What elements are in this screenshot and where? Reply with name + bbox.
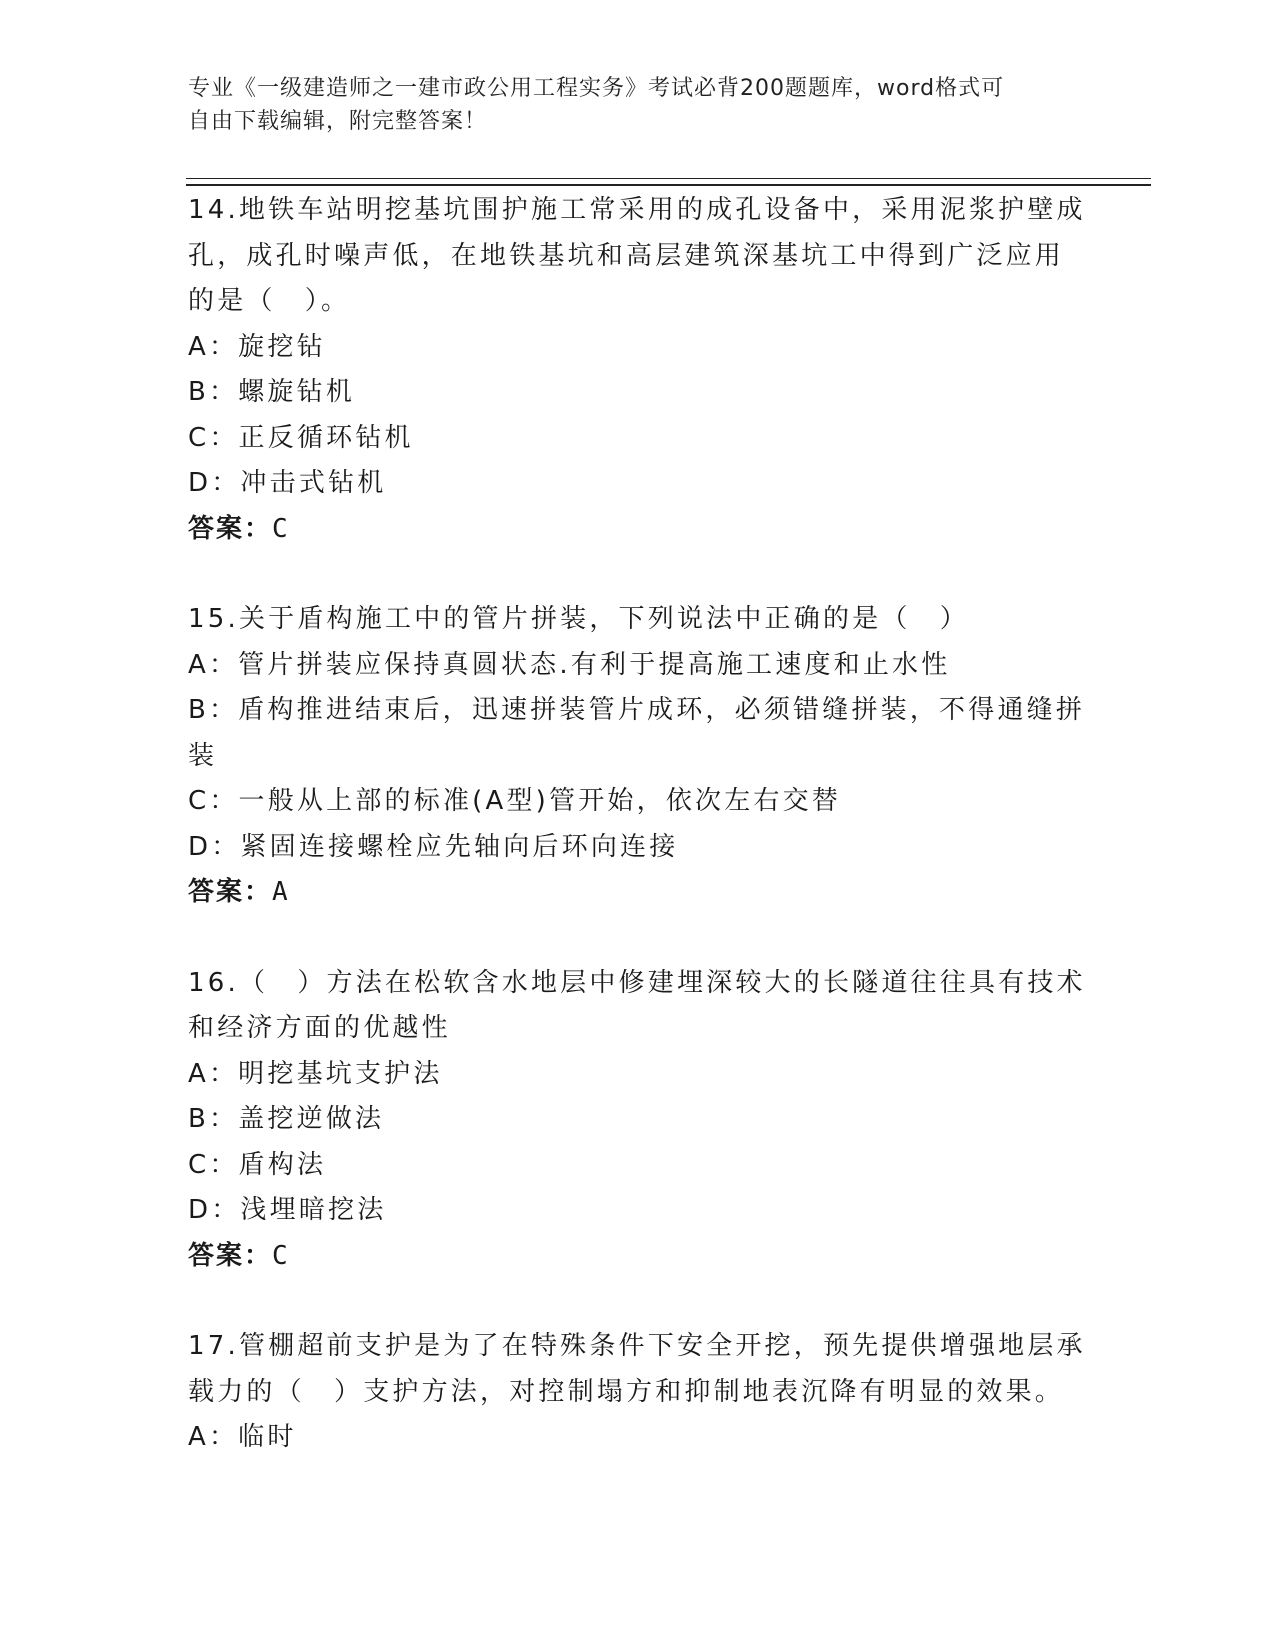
question-14 [188, 188, 1088, 552]
option-c: C：正反循环钻机 [188, 422, 414, 453]
question-stem: 17.管棚超前支护是为了在特殊条件下安全开挖，预先提供增强地层承载力的（ ）支护方法，对控制塌方和抑制地表沉降有明显的效果。 [188, 1331, 1086, 1407]
option-d: D：冲击式钻机 [188, 468, 387, 498]
question-stem: 15.关于盾构施工中的管片拼装，下列说法中正确的是（ ） [188, 604, 969, 634]
answer-line [188, 507, 1088, 553]
option-a: A：明挖基坑支护法 [188, 1058, 443, 1089]
answer-label: 答案： [188, 513, 273, 544]
answer-line [188, 870, 1088, 916]
option-d: D：紧固连接螺栓应先轴向后环向连接 [188, 831, 679, 862]
answer-value: C [272, 513, 290, 544]
option-b: B：螺旋钻机 [188, 377, 356, 407]
option-d: D：浅埋暗挖法 [188, 1195, 387, 1225]
question-16 [188, 961, 1088, 1280]
option-a: A：管片拼装应保持真圆状态.有利于提高施工速度和止水性 [188, 649, 951, 680]
document-header [188, 72, 1068, 138]
option-b: B：盖挖逆做法 [188, 1104, 385, 1134]
question-list [188, 188, 1088, 1506]
answer-value: C [272, 1240, 290, 1271]
option-b: B：盾构推进结束后，迅速拼装管片成环，必须错缝拼装，不得通缝拼装 [188, 695, 1086, 771]
question-15 [188, 597, 1088, 916]
question-stem: 14.地铁车站明挖基坑围护施工常采用的成孔设备中，采用泥浆护壁成孔，成孔时噪声低，在地铁基坑和高层建筑深基坑工中得到广泛应用的是（ ）。 [188, 195, 1086, 316]
option-c: C：盾构法 [188, 1149, 327, 1180]
option-a: A：旋挖钻 [188, 331, 326, 362]
option-a: A：临时 [188, 1422, 297, 1452]
answer-line [188, 1234, 1088, 1280]
question-17 [188, 1324, 1088, 1461]
header-line-2: 自由下载编辑，附完整答案！ [188, 109, 488, 134]
answer-label: 答案： [188, 877, 273, 907]
answer-value: A [272, 877, 290, 907]
answer-label: 答案： [188, 1240, 273, 1271]
option-c: C：一般从上部的标准(A型)管开始，依次左右交替 [188, 786, 842, 816]
question-stem: 16.（ ）方法在松软含水地层中修建埋深较大的长隧道往往具有技术和经济方面的优越性 [188, 967, 1086, 1043]
header-divider [186, 178, 1151, 186]
header-line-1: 专业《一级建造师之一建市政公用工程实务》考试必背200题题库，word格式可 [188, 76, 1005, 101]
